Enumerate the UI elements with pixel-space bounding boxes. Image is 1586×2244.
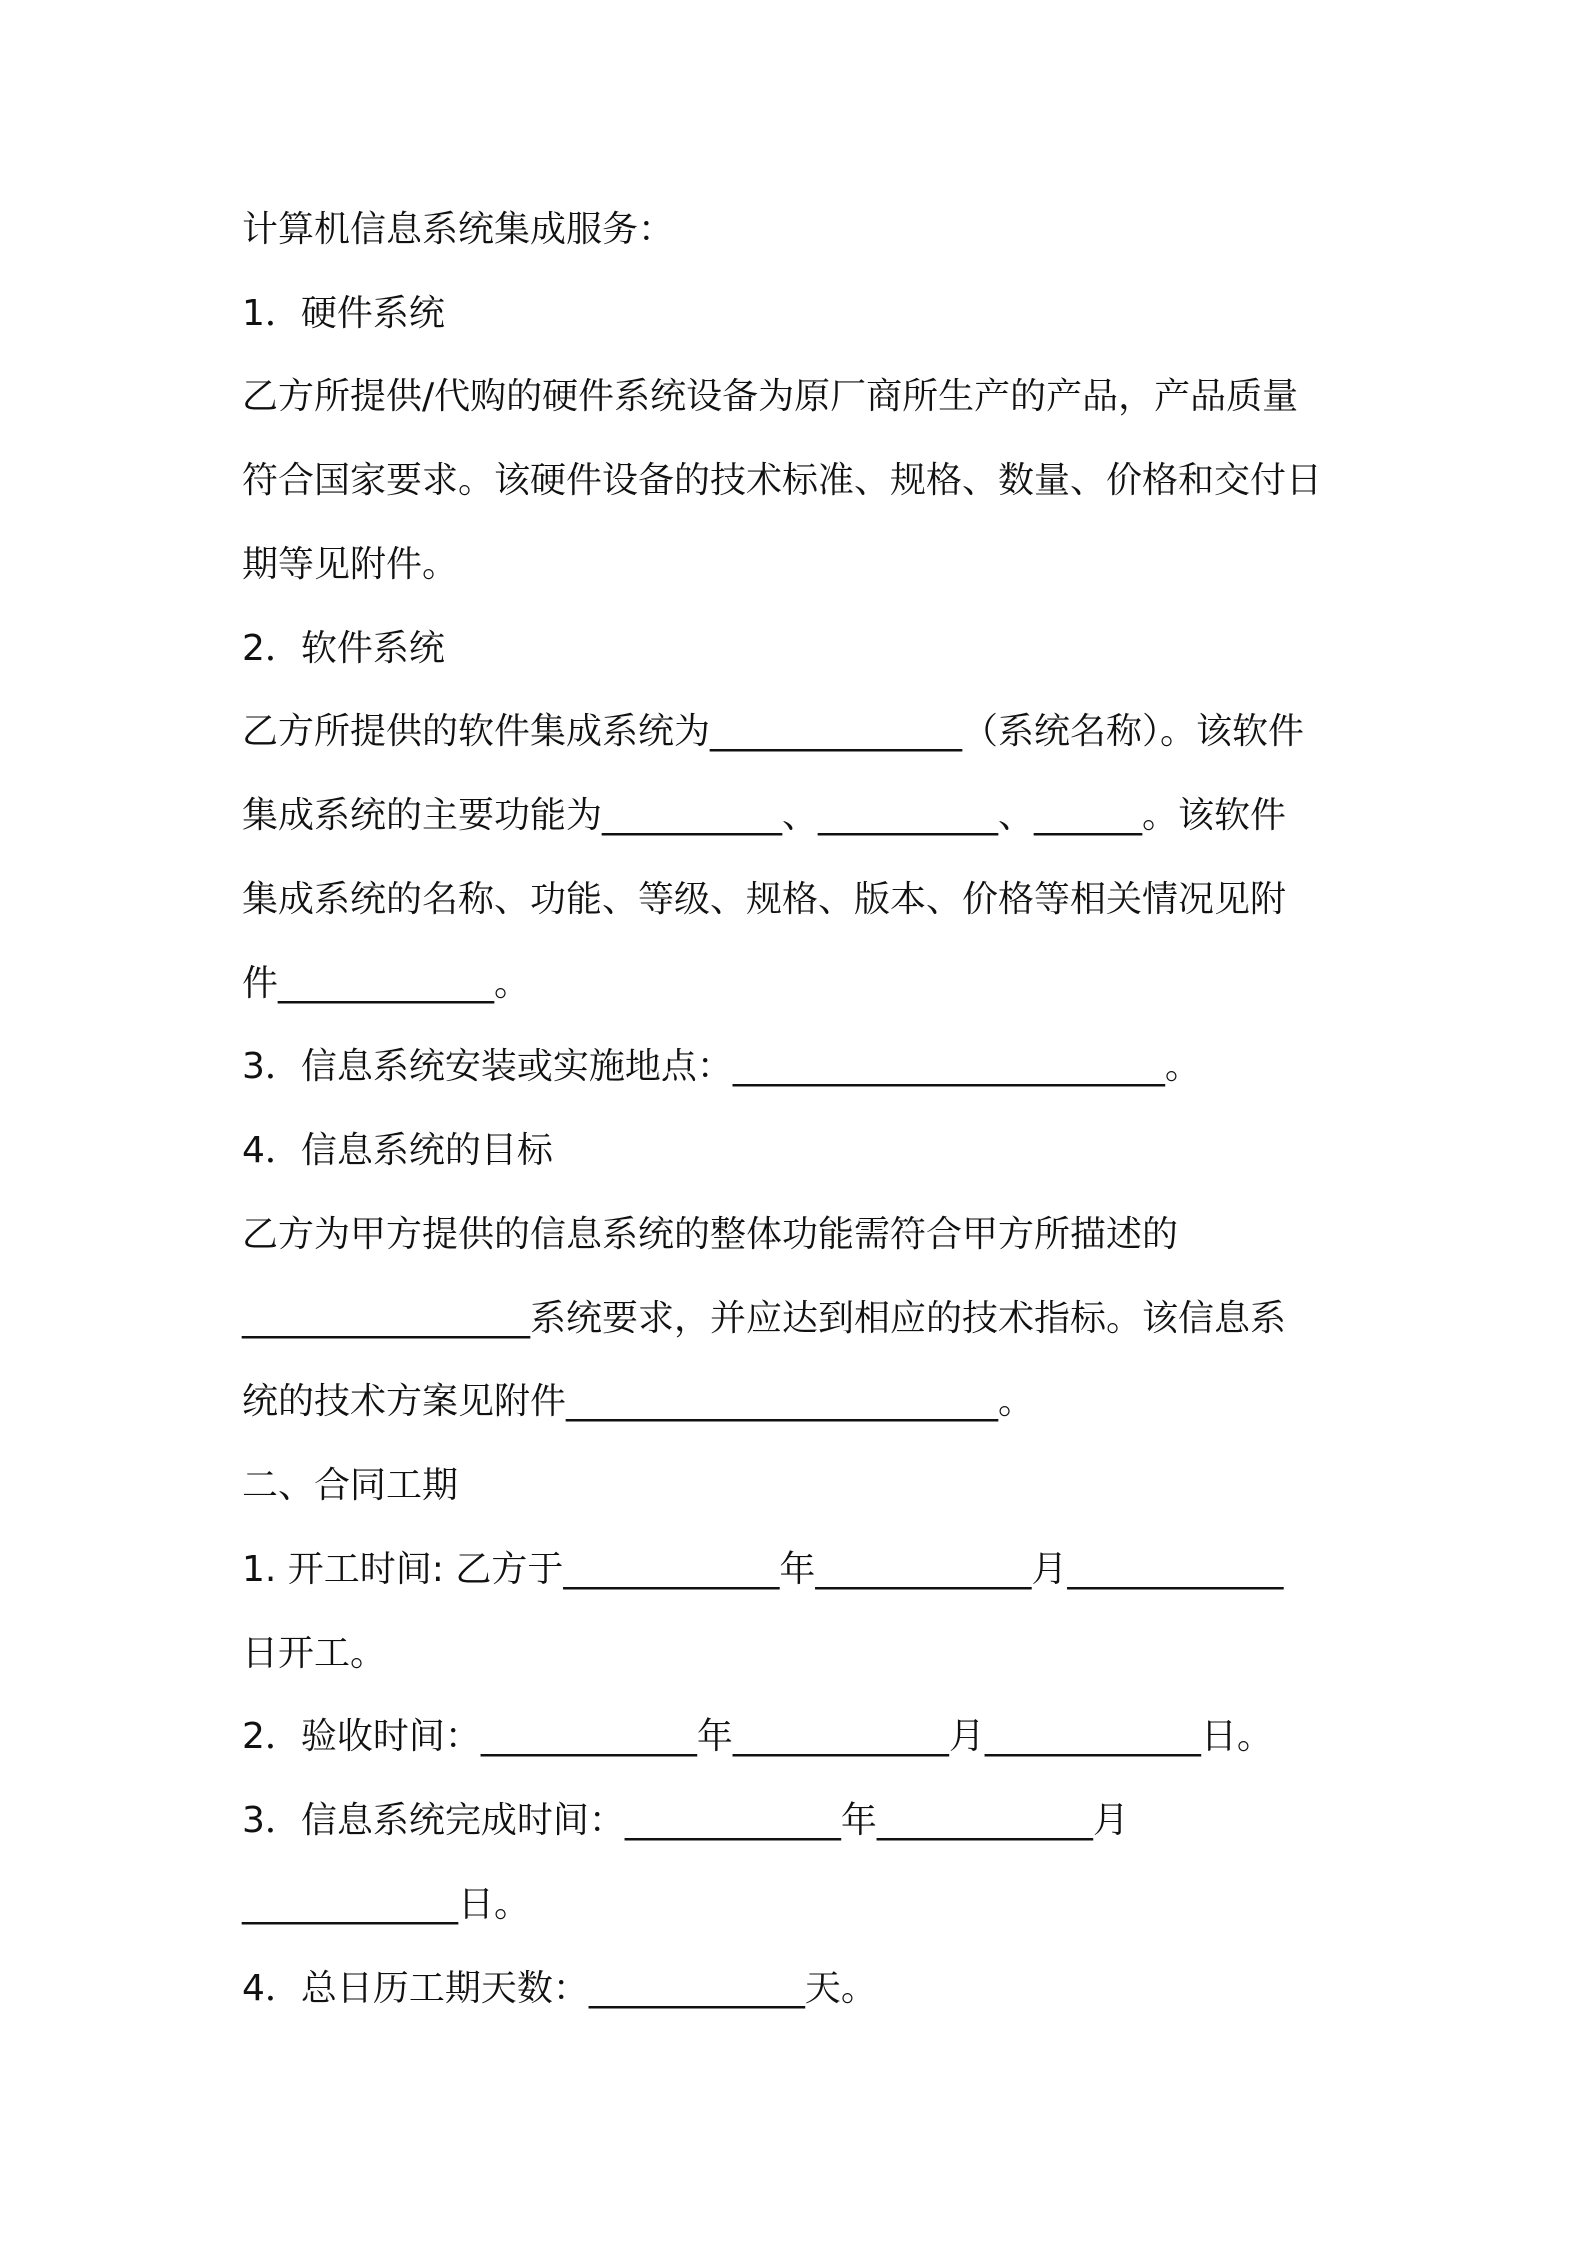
section-heading-contract-period: 二、合同工期 bbox=[242, 1465, 459, 1506]
item-heading-software-system: 2．软件系统 bbox=[242, 628, 445, 669]
paragraph-hardware-line-3: 期等见附件。 bbox=[242, 544, 459, 585]
paragraph-hardware-line-1: 乙方所提供/代购的硬件系统设备为原厂商所生产的产品，产品质量 bbox=[242, 376, 1299, 417]
paragraph-goal-line-2: ________________系统要求，并应达到相应的技术指标。该信息系 bbox=[242, 1298, 1287, 1339]
paragraph-software-line-1: 乙方所提供的软件集成系统为______________（系统名称）。该软件 bbox=[242, 711, 1305, 752]
item-heading-system-goal: 4．信息系统的目标 bbox=[242, 1130, 553, 1171]
item-completion-time-line-1: 3．信息系统完成时间：____________年____________月 bbox=[242, 1800, 1129, 1841]
item-total-calendar-days: 4．总日历工期天数：____________天。 bbox=[242, 1968, 877, 2009]
item-acceptance-time: 2．验收时间：____________年____________月____________日。 bbox=[242, 1716, 1273, 1757]
paragraph-software-line-3: 集成系统的名称、功能、等级、规格、版本、价格等相关情况见附 bbox=[242, 879, 1287, 920]
item-installation-location: 3．信息系统安装或实施地点：________________________。 bbox=[242, 1046, 1201, 1087]
section-heading-integration-services: 计算机信息系统集成服务： bbox=[242, 209, 675, 250]
paragraph-goal-line-1: 乙方为甲方提供的信息系统的整体功能需符合甲方所描述的 bbox=[242, 1214, 1179, 1255]
paragraph-hardware-line-2: 符合国家要求。该硬件设备的技术标准、规格、数量、价格和交付日 bbox=[242, 460, 1323, 501]
item-completion-time-line-2: ____________日。 bbox=[242, 1884, 531, 1925]
paragraph-software-line-4: 件____________。 bbox=[242, 963, 531, 1004]
item-heading-hardware-system: 1．硬件系统 bbox=[242, 293, 445, 334]
paragraph-software-line-2: 集成系统的主要功能为__________、__________、______。该软件 bbox=[242, 795, 1287, 836]
paragraph-goal-line-3: 统的技术方案见附件________________________。 bbox=[242, 1381, 1035, 1422]
item-start-time-line-2: 日开工。 bbox=[242, 1633, 387, 1674]
item-start-time-line-1: 1. 开工时间: 乙方于____________年____________月____________ bbox=[242, 1549, 1284, 1590]
